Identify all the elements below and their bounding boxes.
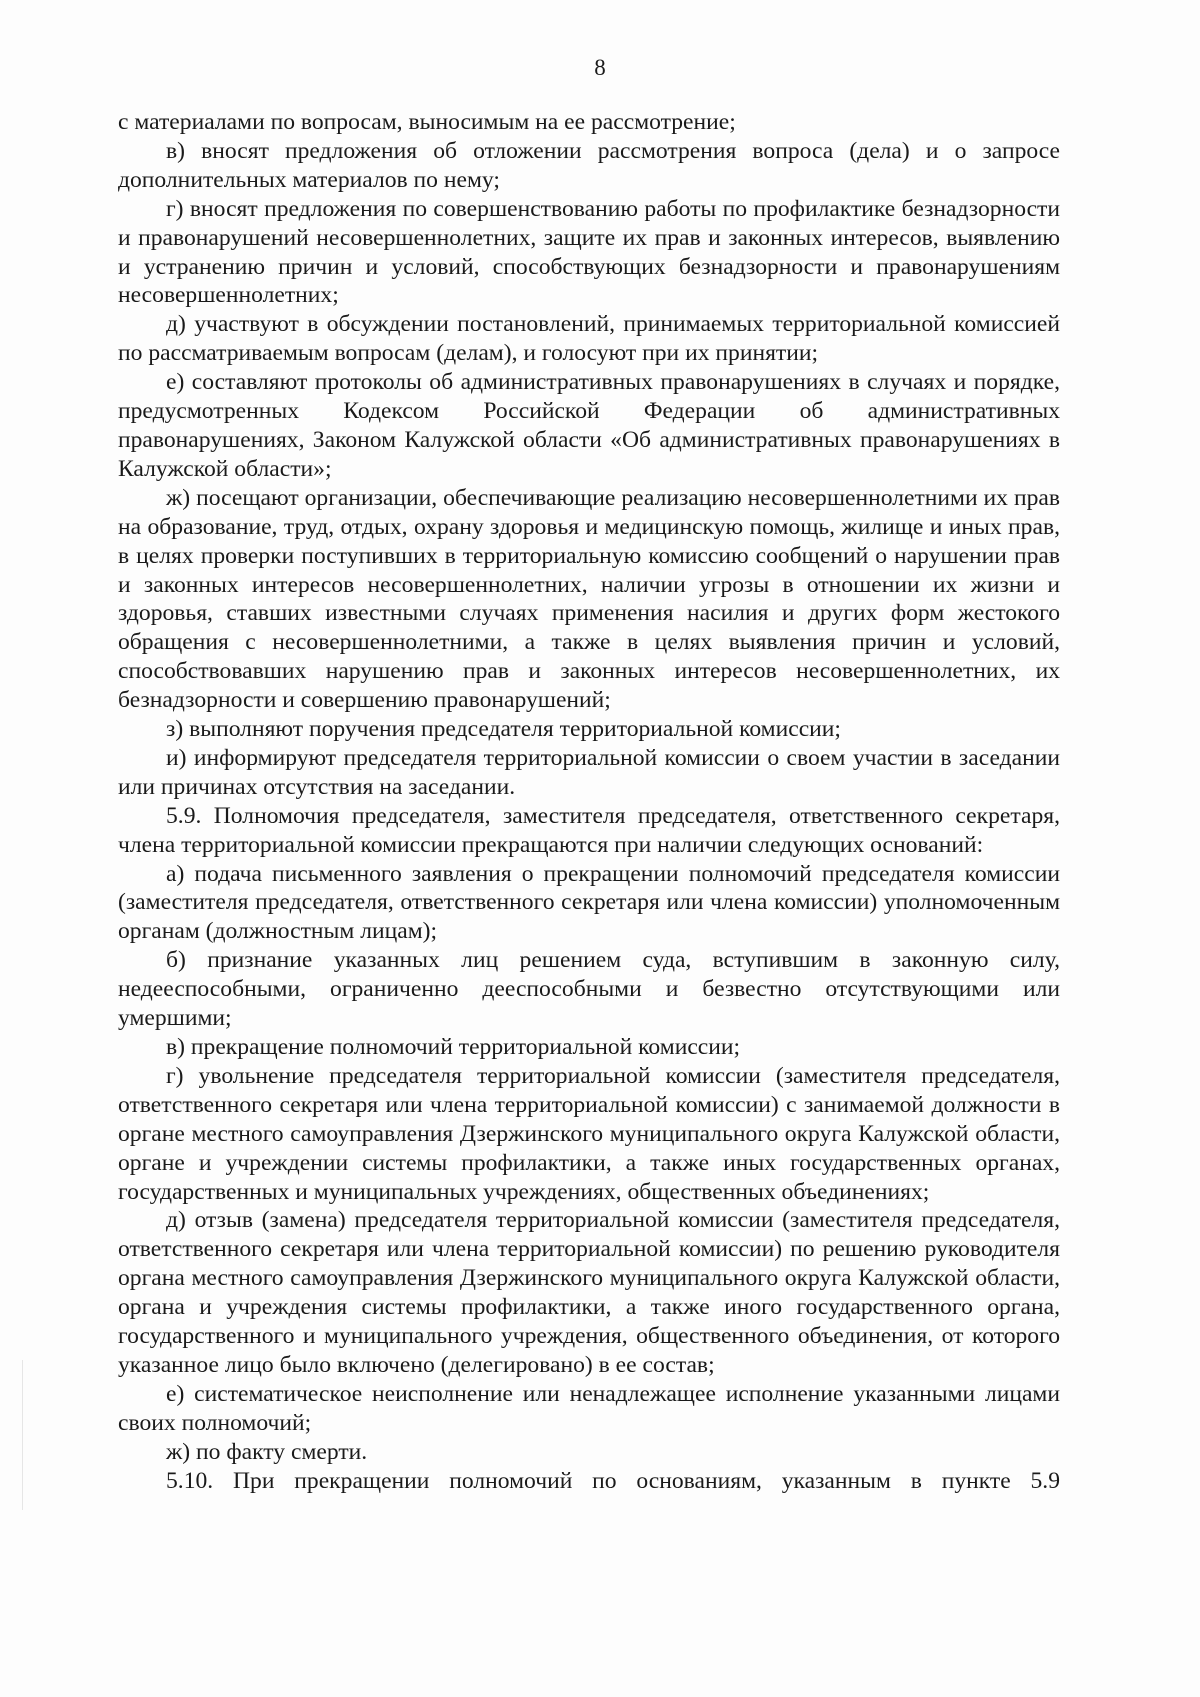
paragraph-item-e: е) составляют протоколы об административных правонарушениях в случаях и порядке, предусмотренных Кодексом Российской Федерации об административных правонарушениях, Законом Калужской области «Об административных правонарушениях в Калужской области»; — [118, 369, 1060, 482]
paragraph-section-5-10: 5.10. При прекращении полномочий по основаниям, указанным в пункте 5.9 — [166, 1467, 1060, 1494]
paragraph-item-v: в) вносят предложения об отложении рассмотрения вопроса (дела) и о запросе дополнительных материалов по нему; — [118, 137, 1060, 193]
page-number: 8 — [594, 55, 606, 80]
paragraph-item-d: д) участвуют в обсуждении постановлений, принимаемых территориальной комиссией по рассматриваемым вопросам (делам), и голосуют при их принятии; — [118, 311, 1060, 367]
paragraph-item-zh: ж) посещают организации, обеспечивающие реализацию несовершеннолетними их прав на образование, труд, отдых, охрану здоровья и медицинскую помощь, жилище и иных прав, в целях проверки поступивших в территориальную комиссию сообщений о нарушении прав и законных интересов несовершеннолетних, наличии угрозы в отношении их жизни и здоровья, ставших известными случаях применения насилия и других форм жестокого обращения с несовершеннолетними, а также в целях выявления причин и условий, способствовавших нарушению прав и законных интересов несовершеннолетних, их безнадзорности и совершению правонарушений; — [118, 484, 1060, 714]
paragraph-item-g2: г) увольнение председателя территориальной комиссии (заместителя председателя, ответственного секретаря или члена территориальной комиссии) с занимаемой должности в органе местного самоуправления Дзержинского муниципального округа Калужской области, органе и учреждении системы профилактики, а также иных государственных органах, государственных и муниципальных учреждениях, общественных объединениях; — [118, 1062, 1060, 1205]
paragraph-item-v2: в) прекращение полномочий территориальной комиссии; — [166, 1034, 741, 1060]
paragraph-item-a: а) подача письменного заявления о прекращении полномочий председателя комиссии (заместителя председателя, ответственного секретаря или члена комиссии) уполномоченным органам (должностным лицам); — [118, 860, 1060, 945]
paragraph-item-e2: е) систематическое неисполнение или ненадлежащее исполнение указанными лицами своих полномочий; — [118, 1380, 1060, 1436]
scan-edge-mark — [22, 1360, 23, 1510]
document-body — [118, 108, 1060, 1496]
paragraph-item-g: г) вносят предложения по совершенствованию работы по профилактике безнадзорности и правонарушений несовершеннолетних, защите их прав и законных интересов, выявлению и устранению причин и условий, способствующих безнадзорности и правонарушениям несовершеннолетних; — [118, 195, 1060, 309]
paragraph-item-zh2: ж) по факту смерти. — [166, 1438, 368, 1465]
paragraph-continuation: с материалами по вопросам, выносимым на ее рассмотрение; — [118, 109, 736, 135]
paragraph-item-d2: д) отзыв (замена) председателя территориальной комиссии (заместителя председателя, ответственного секретаря или члена территориальной комиссии) по решению руководителя органа местного самоуправления Дзержинского муниципального округа Калужской области, органа и учреждения системы профилактики, а также иного государственного органа, государственного и муниципального учреждения, общественного объединения, от которого указанное лицо было включено (делегировано) в ее состав; — [118, 1207, 1060, 1378]
paragraph-item-b: б) признание указанных лиц решением суда, вступившим в законную силу, недееспособными, ограниченно дееспособными и безвестно отсутствующими или умершими; — [118, 947, 1060, 1032]
paragraph-section-5-9: 5.9. Полномочия председателя, заместителя председателя, ответственного секретаря, члена территориальной комиссии прекращаются при наличии следующих оснований: — [118, 802, 1060, 858]
paragraph-item-z: з) выполняют поручения председателя территориальной комиссии; — [166, 716, 841, 743]
paragraph-item-i: и) информируют председателя территориальной комиссии о своем участии в заседании или причинах отсутствия на заседании. — [118, 744, 1060, 800]
